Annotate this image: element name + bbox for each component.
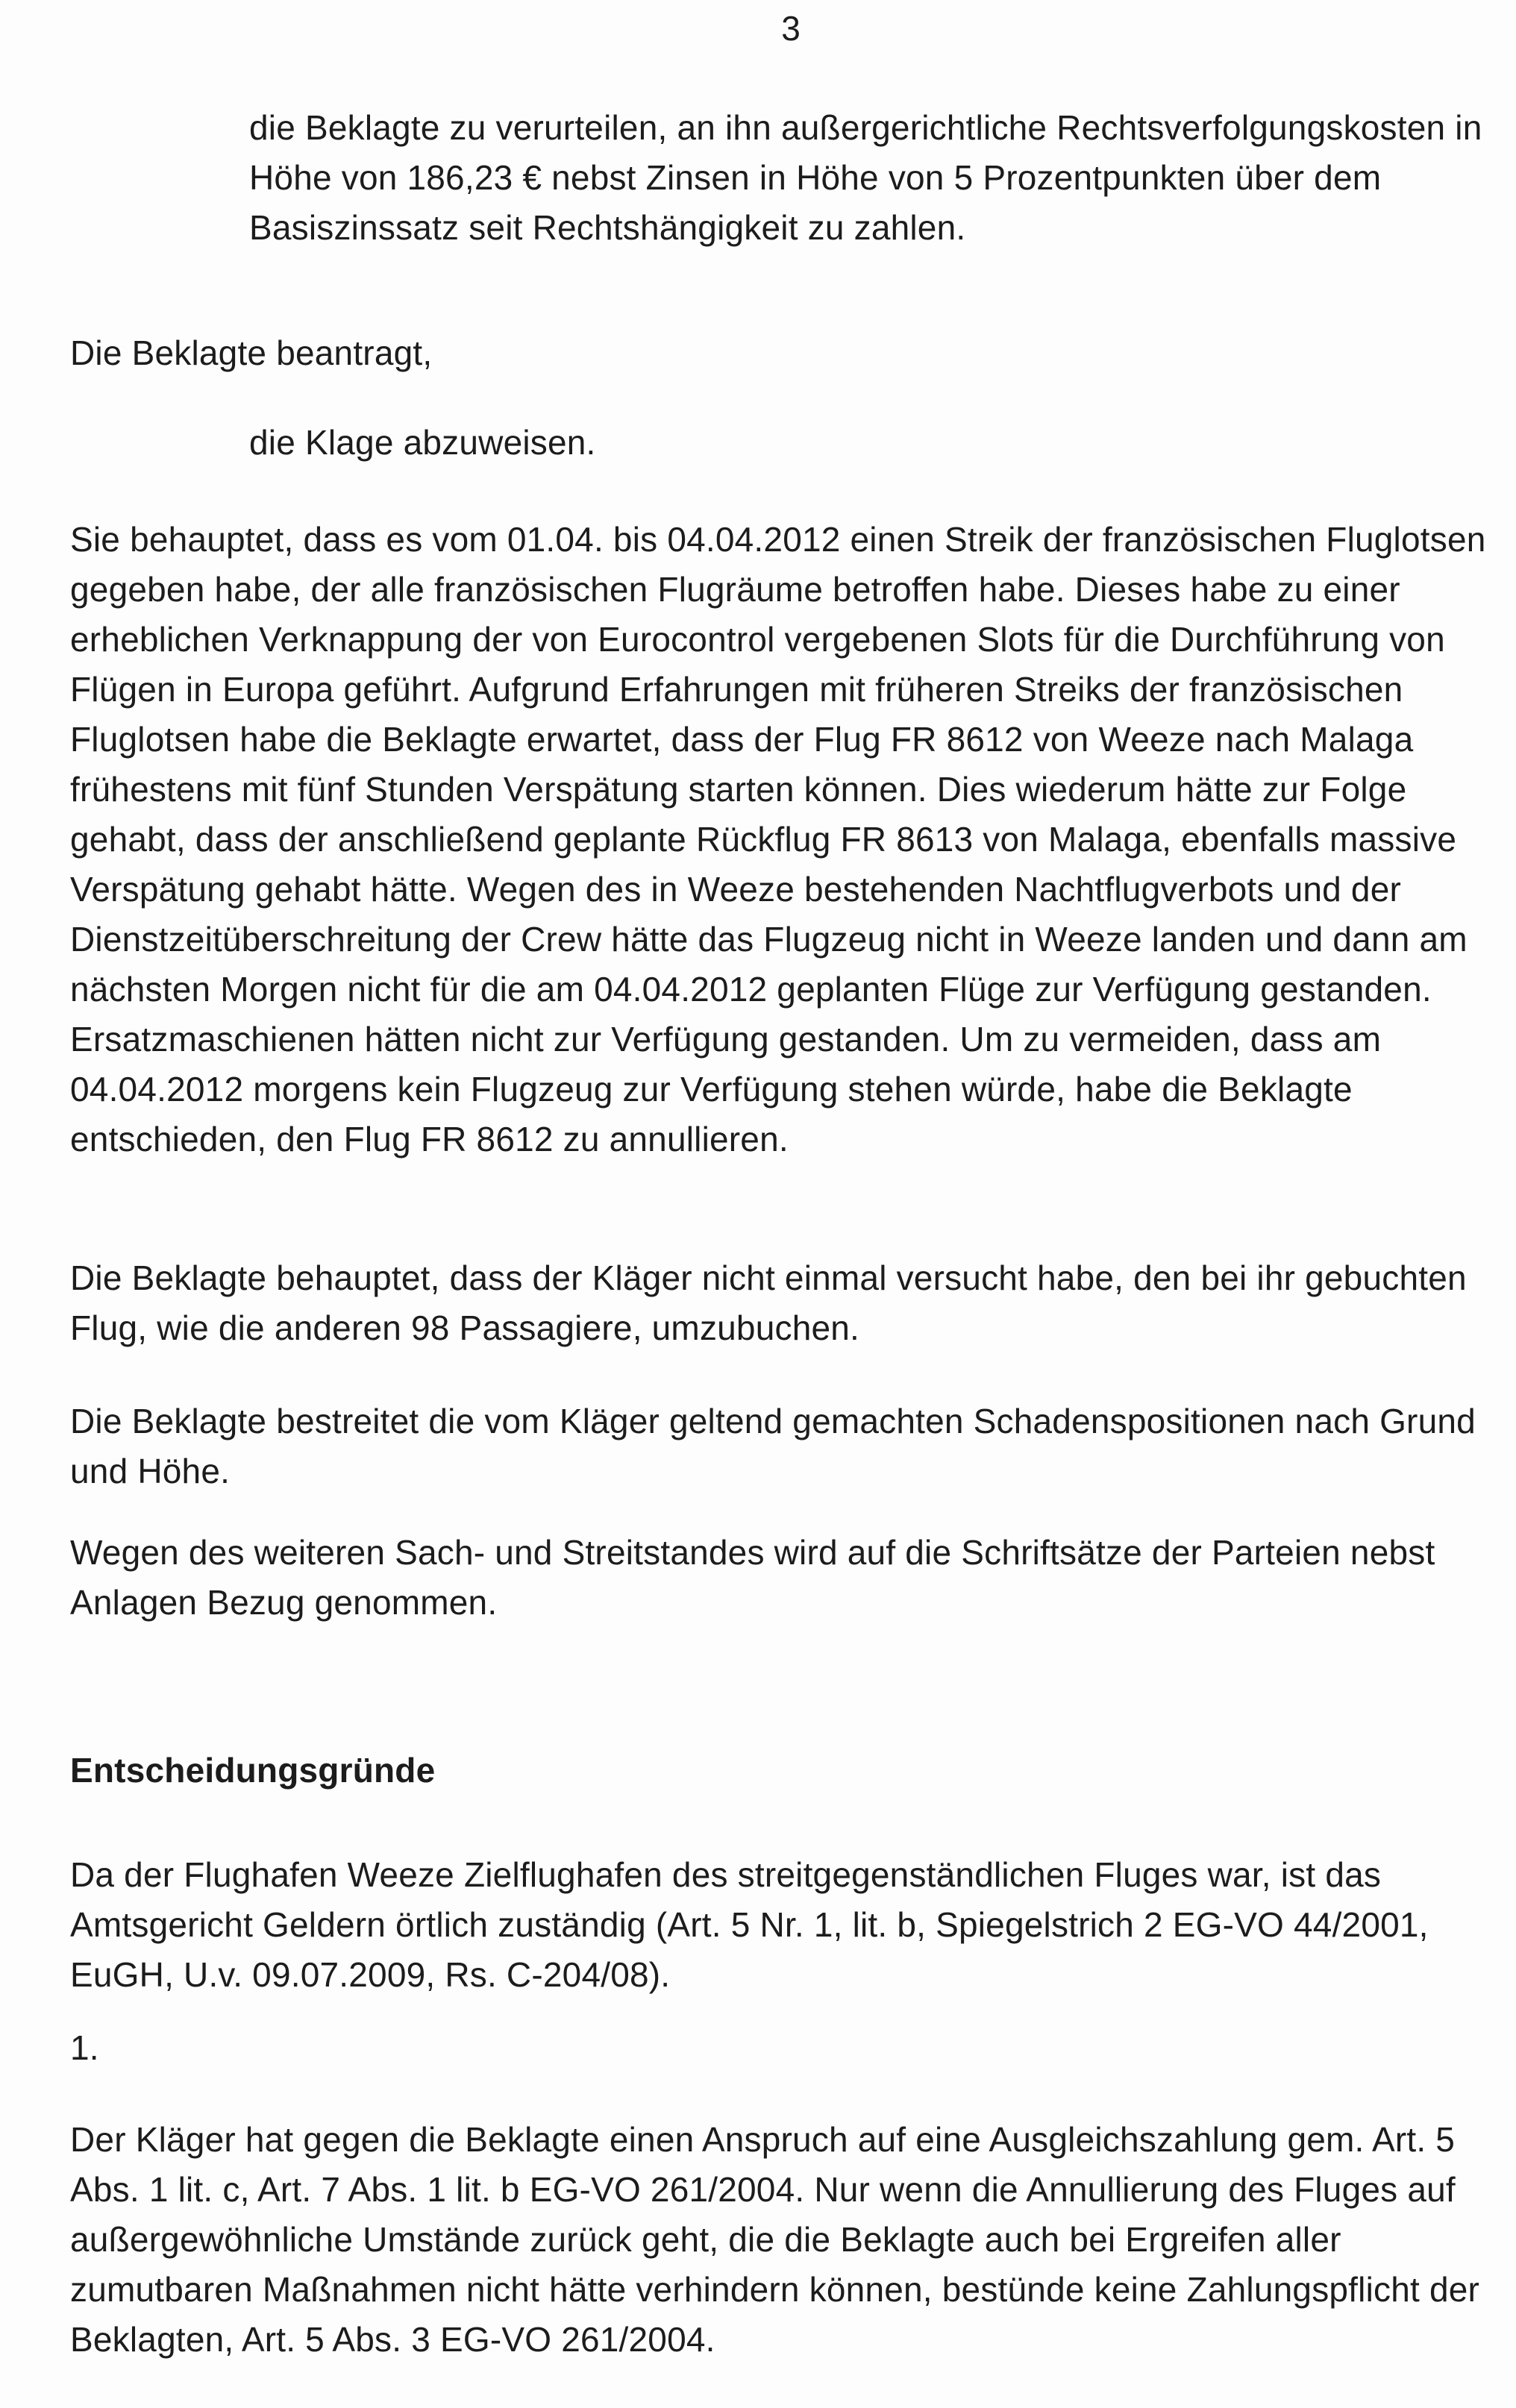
paragraph-disputes-damages: Die Beklagte bestreitet die vom Kläger geltend gemachten Schadenspositionen nach Grund und Höhe. <box>70 1402 1476 1490</box>
paragraph-dismiss: die Klage abzuweisen. <box>249 423 596 462</box>
paragraph-defendant-moves: Die Beklagte beantragt, <box>70 333 433 372</box>
heading-entscheidungsgruende: Entscheidungsgründe <box>70 1751 436 1790</box>
paragraph-claim-costs: die Beklagte zu verurteilen, an ihn außergerichtliche Rechtsverfolgungskosten in Höhe von 186,23 € nebst Zinsen in Höhe von 5 Prozentpunkten über dem Basiszinssatz seit Rechtshängigkeit zu zahlen. <box>249 108 1482 247</box>
paragraph-jurisdiction: Da der Flughafen Weeze Zielflughafen des streitgegenständlichen Fluges war, ist das Amtsgericht Geldern örtlich zuständig (Art. 5 Nr. 1, lit. b, Spiegelstrich 2 EG-VO 44/2001, EuGH, U.v. 09.07.2009, Rs. C-204/08). <box>70 1855 1429 1994</box>
paragraph-compensation: Der Kläger hat gegen die Beklagte einen Anspruch auf eine Ausgleichszahlung gem. Art. 5 Abs. 1 lit. c, Art. 7 Abs. 1 lit. b EG-VO 261/2004. Nur wenn die Annullierung des Fluges auf außergewöhnliche Umstände zurück geht, die die Beklagte auch bei Ergreifen aller zumutbaren Maßnahmen nicht hätte verhindern können, bestünde keine Zahlungspflicht der Beklagten, Art. 5 Abs. 3 EG-VO 261/2004. <box>70 2120 1480 2359</box>
page-number: 3 <box>781 9 801 48</box>
paragraph-rebooking: Die Beklagte behauptet, dass der Kläger nicht einmal versucht habe, den bei ihr gebuchten Flug, wie die anderen 98 Passagiere, umzubuchen. <box>70 1258 1467 1347</box>
paragraph-strike-claim: Sie behauptet, dass es vom 01.04. bis 04.04.2012 einen Streik der französischen Fluglotsen gegeben habe, der alle französischen Flugräume betroffen habe. Dieses habe zu einer erheblichen Verknappung der von Eurocontrol vergebenen Slots für die Durchführung von Flügen in Europa geführt. Aufgrund Erfahrungen mit früheren Streiks der französischen Fluglotsen habe die Beklagte erwartet, dass der Flug FR 8612 von Weeze nach Malaga frühestens mit fünf Stunden Verspätung starten können. Dies wiederum hätte zur Folge gehabt, dass der anschließend geplante Rückflug FR 8613 von Malaga, ebenfalls massive Verspätung gehabt hätte. Wegen des in Weeze bestehenden Nachtflugverbots und der Dienstzeitüberschreitung der Crew hätte das Flugzeug nicht in Weeze landen und dann am nächsten Morgen nicht für die am 04.04.2012 geplanten Flüge zur Verfügung gestanden. Ersatzmaschienen hätten nicht zur Verfügung gestanden. Um zu vermeiden, dass am 04.04.2012 morgens kein Flugzeug zur Verfügung stehen würde, habe die Beklagte entschieden, den Flug FR 8612 zu annullieren. <box>70 520 1486 1158</box>
section-number-one: 1. <box>70 2028 99 2067</box>
paragraph-reference: Wegen des weiteren Sach- und Streitstandes wird auf die Schriftsätze der Parteien nebst Anlagen Bezug genommen. <box>70 1533 1435 1622</box>
